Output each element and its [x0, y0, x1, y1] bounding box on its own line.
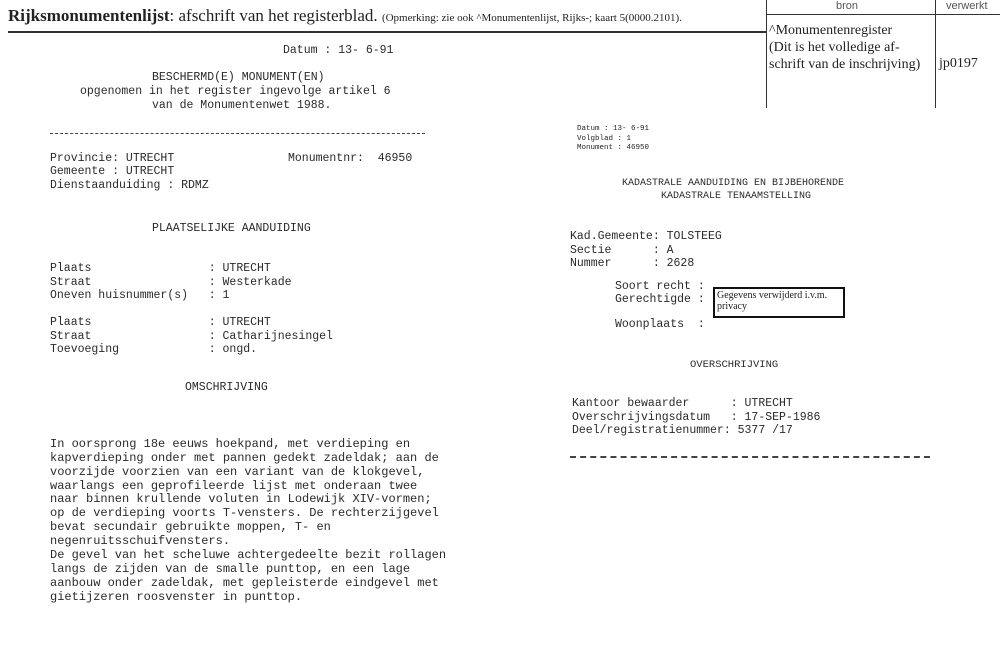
- separator: [50, 133, 425, 134]
- table-divider: [935, 0, 936, 108]
- title-note: (Opmerking: zie ook ^Monumentenlijst, Rijks-; kaart 5(0000.2101).: [381, 12, 682, 24]
- heading-line: BESCHERMD(E) MONUMENT(EN): [152, 71, 325, 84]
- title-bold: Rijksmonumentenlijst: [8, 6, 170, 25]
- dienstaanduiding: Dienstaanduiding : RDMZ: [50, 179, 209, 192]
- text-line: Oneven huisnummer(s) : 1: [50, 289, 230, 302]
- text-line: aanbouw onder zadeldak, met gepleisterde eindgevel met: [50, 575, 439, 590]
- text-line: Kad.Gemeente: TOLSTEEG: [570, 230, 722, 243]
- text-line: ^Monumentenregister: [769, 23, 893, 38]
- heading-line: KADASTRALE AANDUIDING EN BIJBEHORENDE: [622, 178, 845, 189]
- datum: Datum : 13- 6-91: [283, 44, 394, 57]
- separator: [570, 456, 930, 458]
- woonplaats: Woonplaats :: [615, 318, 705, 331]
- bron-value: [769, 22, 920, 73]
- text-line: Sectie : A: [570, 243, 674, 257]
- text-line: Overschrijvingsdatum : 17-SEP-1986: [572, 410, 821, 424]
- soort-recht: Soort recht :: [615, 280, 705, 293]
- text-line: Deel/registratienummer: 5377 /17: [572, 424, 793, 437]
- address-block: [50, 316, 333, 357]
- text-line: bevat secundair gebruikte moppen, T- en: [50, 520, 331, 535]
- text-line: Kantoor bewaarder : UTRECHT: [572, 397, 793, 410]
- document-title: [8, 6, 682, 26]
- column-header-bron: bron: [836, 0, 859, 12]
- text-line: schrift van de inschrijving): [769, 57, 921, 72]
- title-rule: [8, 31, 766, 33]
- heading-line: van de Monumentenwet 1988.: [152, 99, 332, 112]
- gemeente: Gemeente : UTRECHT: [50, 165, 175, 178]
- text-line: langs de zijden van de smalle punttop, en een lage: [50, 561, 411, 576]
- text-line: De gevel van het scheluwe achtergedeelte bezit rollagen: [50, 548, 447, 563]
- text-line: Straat : Catharijnesingel: [50, 329, 333, 343]
- column-header-verwerkt: verwerkt: [946, 0, 988, 12]
- gerechtigde: Gerechtigde :: [615, 293, 705, 306]
- table-divider: [766, 0, 767, 108]
- title-rest: : afschrift van het registerblad.: [169, 6, 378, 25]
- monumentnr: Monumentnr: 46950: [288, 152, 413, 165]
- text-line: Nummer : 2628: [570, 257, 695, 270]
- text-line: Volgblad : 1: [577, 134, 632, 143]
- text-line: naar binnen krullende voluten in Lodewijk XIV-vormen;: [50, 492, 432, 507]
- text-line: Datum : 13- 6-91: [577, 125, 650, 133]
- verwerkt-value: jp0197: [939, 56, 978, 71]
- heading-line: KADASTRALE TENAAMSTELLING: [661, 191, 812, 202]
- table-divider: [766, 14, 1000, 15]
- text-line: op de verdieping voorts T-vensters. De rechterzijgevel: [50, 506, 439, 521]
- small-header: [577, 125, 649, 154]
- text-line: waarlangs een geprofileerde lijst met onderaan twee: [50, 478, 418, 493]
- provincie: Provincie: UTRECHT: [50, 152, 175, 165]
- kadastrale-block: [570, 230, 722, 271]
- text-line: kapverdieping onder met pannen gedekt zadeldak; aan de: [50, 450, 439, 465]
- text-line: Monument : 46950: [577, 144, 650, 152]
- description: [50, 410, 446, 633]
- section-heading: PLAATSELIJKE AANDUIDING: [152, 222, 311, 235]
- overschrijving-block: [572, 397, 820, 438]
- privacy-box: Gegevens verwijderd i.v.m. privacy: [713, 287, 845, 318]
- text-line: Toevoeging : ongd.: [50, 343, 258, 356]
- heading-line: opgenomen in het register ingevolge artikel 6: [80, 85, 391, 98]
- text-line: Straat : Westerkade: [50, 275, 292, 289]
- text-line: (Dit is het volledige af-: [769, 40, 900, 55]
- text-line: voorzijde voorzien van een variant van de klokgevel,: [50, 464, 425, 479]
- section-heading: OMSCHRIJVING: [185, 381, 268, 394]
- text-line: Plaats : UTRECHT: [50, 262, 271, 275]
- text-line: Plaats : UTRECHT: [50, 316, 271, 329]
- text-line: gietijzeren roosvenster in punttop.: [50, 589, 303, 604]
- text-line: In oorsprong 18e eeuws hoekpand, met verdieping en: [50, 436, 411, 451]
- text-line: negenruitsschuifvensters.: [50, 534, 231, 549]
- address-block: [50, 262, 292, 303]
- section-heading: OVERSCHRIJVING: [690, 359, 779, 371]
